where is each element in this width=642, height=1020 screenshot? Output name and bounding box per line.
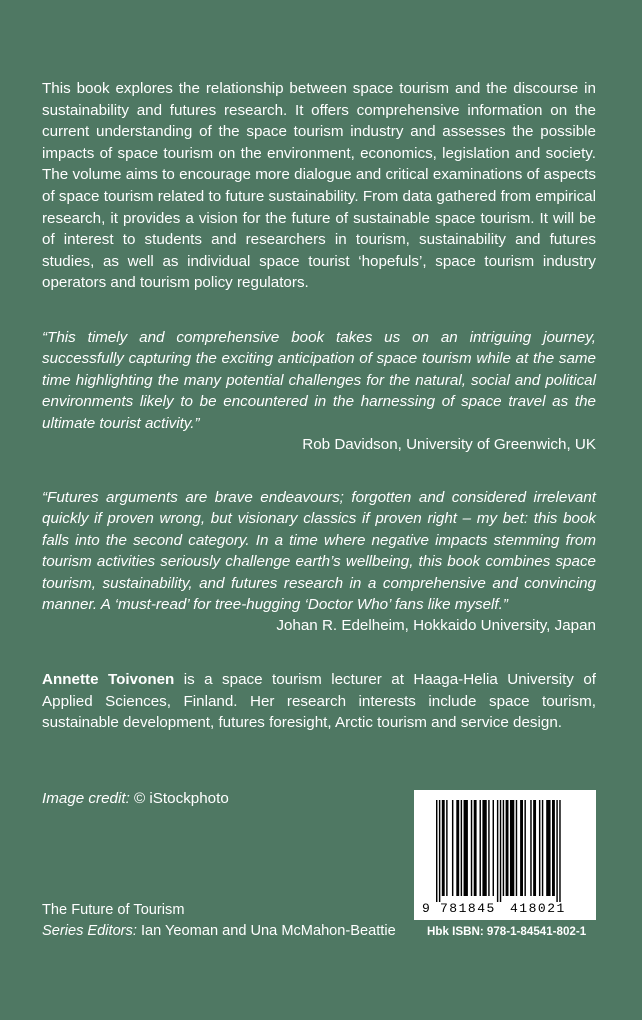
- series-info: [42, 900, 422, 942]
- barcode-bar: [503, 800, 504, 896]
- barcode-bar: [533, 800, 536, 896]
- barcode-bar: [482, 800, 486, 896]
- barcode-bar: [474, 800, 477, 896]
- barcode-bar: [524, 800, 525, 896]
- image-credit: [42, 788, 229, 809]
- series-editors-names: Ian Yeoman and Una McMahon-Beattie: [136, 923, 396, 939]
- endorsement-quote-1: [42, 327, 596, 455]
- quote-attribution: Johan R. Edelheim, Hokkaido University, Japan: [276, 617, 596, 635]
- barcode-bar: [456, 800, 459, 896]
- barcode: [414, 790, 596, 920]
- barcode-bar: [530, 800, 531, 896]
- author-bio: [42, 669, 596, 734]
- isbn: Hbk ISBN: 978-1-84541-802-1: [427, 925, 587, 938]
- quote-text: “This timely and comprehensive book takes us on an intriguing journey, successfully capturing the exciting anticipation of space tourism while at the same time highlighting the many potential challenges for the natural, social and political environments likely to be encountered in the harnessing of space travel as the ultimate tourist activity.”: [42, 329, 596, 432]
- barcode-bar: [546, 800, 550, 896]
- barcode-bar: [446, 800, 447, 896]
- quote-text: “Futures arguments are brave endeavours; forgotten and considered irrelevant quickly if proven wrong, but visionary classics if proven right – my bet: this book falls into the second category. In a time where negative impacts stemming from tourism activities seriously challenge earth’s wellbeing, this book combines space tourism, sustainability, and futures research in a comprehensive and convincing manner. A ‘must-read’ for tree-hugging ‘Doctor Who’ fans like myself.”: [42, 489, 596, 614]
- barcode-bar: [520, 800, 523, 896]
- series-editors: [42, 921, 422, 942]
- barcode-bar: [552, 800, 555, 896]
- image-credit-label: Image credit:: [42, 790, 130, 807]
- series-editors-label: Series Editors:: [42, 923, 137, 939]
- author-bio-text: is a space tourism lecturer at Haaga-Helia University of Applied Sciences, Finland. Her research interests include space tourism, sustainable development, futures foresight, Arctic tourism and service design.: [42, 671, 596, 732]
- barcode-bar: [464, 800, 468, 896]
- barcode-bar: [471, 800, 472, 896]
- barcode-bar: [516, 800, 517, 896]
- quote-attribution: Rob Davidson, University of Greenwich, UK: [302, 436, 596, 454]
- barcode-digits-right: 418021: [510, 901, 566, 916]
- barcode-digits-left: 781845: [440, 901, 496, 916]
- image-credit-value: © iStockphoto: [129, 790, 229, 807]
- barcode-bar: [500, 800, 501, 902]
- barcode-graphic: [414, 790, 596, 920]
- book-description: This book explores the relationship between space tourism and the discourse in sustainability and futures research. It offers comprehensive information on the current understanding of the space tourism industry and assesses the possible impacts of space tourism on the environment, economics, legislation and society. The volume aims to encourage more dialogue and critical examinations of aspects of space tourism related to future sustainability. From data gathered from empirical research, it provides a vision for the future of sustainable space tourism. It will be of interest to students and researchers in tourism, sustainability and futures studies, as well as individual space tourist ‘hopefuls’, space tourism industry operators and tourism policy regulators.: [42, 80, 596, 292]
- barcode-bar: [442, 800, 445, 896]
- barcode-bar: [542, 800, 543, 896]
- barcode-bar: [556, 800, 557, 902]
- series-name: The Future of Tourism: [42, 902, 185, 918]
- barcode-bar: [493, 800, 494, 896]
- endorsement-quote-2: [42, 487, 596, 637]
- barcode-bar: [480, 800, 481, 896]
- barcode-bar: [510, 800, 514, 896]
- barcode-bar: [452, 800, 453, 896]
- author-name: Annette Toivonen: [42, 671, 175, 688]
- barcode-bar: [439, 800, 440, 902]
- barcode-bar: [461, 800, 462, 896]
- barcode-bar: [539, 800, 540, 896]
- barcode-digit-first: 9: [422, 901, 430, 916]
- barcode-bar: [488, 800, 489, 896]
- barcode-bar: [497, 800, 498, 902]
- barcode-bar: [506, 800, 509, 896]
- barcode-bar: [436, 800, 437, 902]
- barcode-bar: [559, 800, 560, 902]
